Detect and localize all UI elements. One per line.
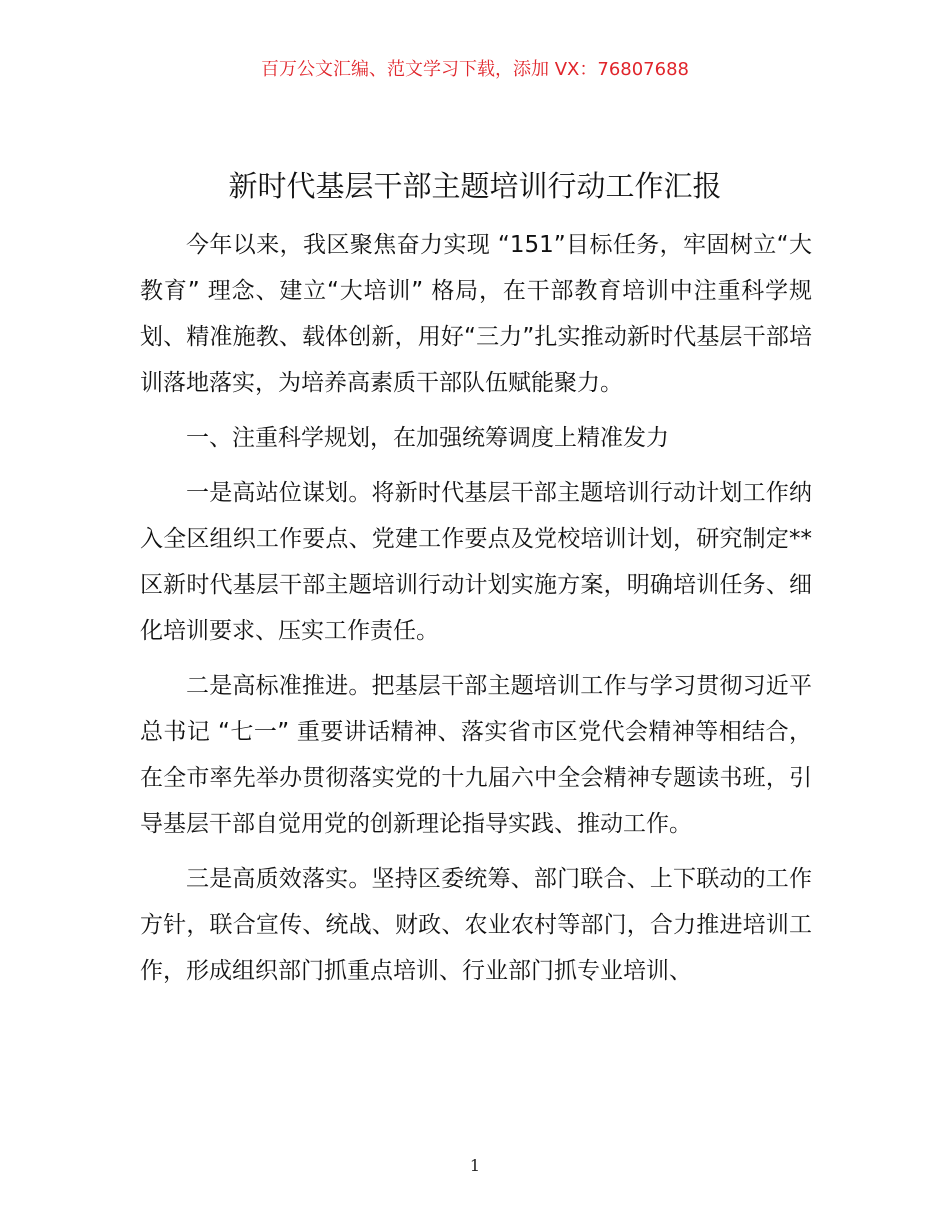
paragraph-point-2: 二是高标准推进。把基层干部主题培训工作与学习贯彻习近平总书记 “七一” 重要讲话精神、落实省市区党代会精神等相结合，在全市率先举办贯彻落实党的十九届六中全会精神专题读书班，引导基层干部自觉用党的创新理论指导实践、推动工作。 (140, 673, 812, 837)
page-number: 1 (469, 1156, 481, 1175)
header-banner: 百万公文汇编、范文学习下载，添加 VX：76807688 (261, 59, 689, 80)
paragraph-intro: 今年以来，我区聚焦奋力实现 “151”目标任务，牢固树立“大教育” 理念、建立“大培训” 格局，在干部教育培训中注重科学规划、精准施教、载体创新，用好“三力”扎实推动新时代基层干部培训落地落实，为培养高素质干部队伍赋能聚力。 (140, 232, 812, 396)
document-title: 新时代基层干部主题培训行动工作汇报 (228, 169, 722, 203)
paragraph-point-1: 一是高站位谋划。将新时代基层干部主题培训行动计划工作纳入全区组织工作要点、党建工作要点及党校培训计划，研究制定**区新时代基层干部主题培训行动计划实施方案，明确培训任务、细化培训要求、压实工作责任。 (140, 480, 812, 644)
section-heading: 一、注重科学规划，在加强统筹调度上精准发力 (186, 425, 669, 451)
document-body (140, 222, 812, 1003)
paragraph-point-3: 三是高质效落实。坚持区委统筹、部门联合、上下联动的工作方针，联合宣传、统战、财政、农业农村等部门，合力推进培训工作，形成组织部门抓重点培训、行业部门抓专业培训、 (140, 866, 812, 984)
